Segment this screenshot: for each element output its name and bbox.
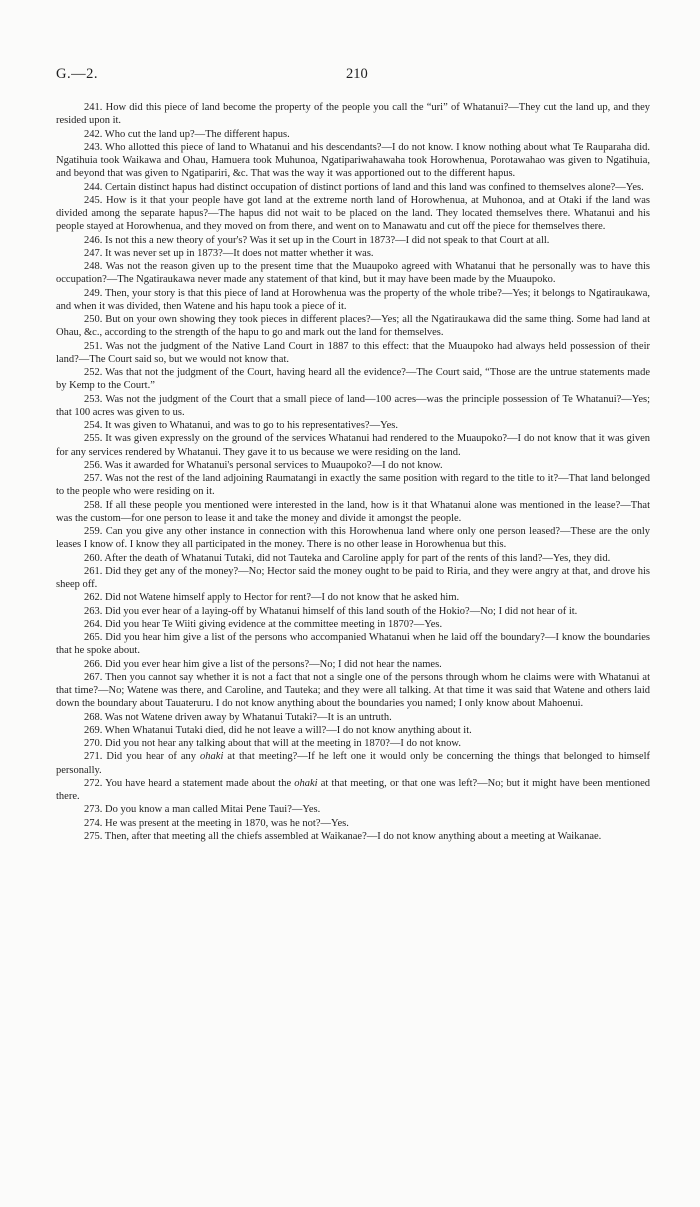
testimony-paragraph: 265. Did you hear him give a list of the persons who accompanied Whatanui when he laid off the boundary?—I know the boundaries that he spoke about.	[56, 632, 650, 657]
testimony-paragraph: 253. Was not the judgment of the Court that a small piece of land—100 acres—was the principle possession of Te Whatanui?—Yes; that 100 acres was given to us.	[56, 393, 650, 418]
testimony-paragraph: 271. Did you hear of any ohaki at that meeting?—If he left one it would only be concerning the things that belonged to himself personally.	[56, 751, 650, 776]
testimony-paragraph: 258. If all these people you mentioned were interested in the land, how is it that Whatanui alone was mentioned in the lease?—That was the custom—for one person to lease it and take the money and divide it amongst the people.	[56, 499, 650, 524]
testimony-body	[56, 101, 650, 843]
testimony-paragraph: 245. How is it that your people have got land at the extreme north land of Horowhenua, at Muhonoa, and at Otaki if the land was divided among the separate hapus?—The hapus did not wait to be placed on the land. They located themselves there. Whatanui and his people stayed at Horowhenua, and they moved on from there, and went on to Manawatu and cut off the piece for themselves there.	[56, 194, 650, 233]
testimony-paragraph: 243. Who allotted this piece of land to Whatanui and his descendants?—I do not know. I know nothing about what Te Rauparaha did. Ngatihuia took Waikawa and Ohau, Hamuera took Muhunoa, Ngatipariwahawaha took Horowhenua, Porotawahao was given to Ngatihuia, and beyond that was given to Ngatipariri, &c. That was the way it was apportioned out to the different hapus.	[56, 141, 650, 180]
testimony-paragraph: 262. Did not Watene himself apply to Hector for rent?—I do not know that he asked him.	[84, 592, 460, 604]
testimony-paragraph: 266. Did you ever hear him give a list of the persons?—No; I did not hear the names.	[84, 658, 442, 670]
document-reference: G.—2.	[56, 66, 98, 82]
testimony-paragraph: 260. After the death of Whatanui Tutaki, did not Tauteka and Caroline apply for part of the rents of this land?—Yes, they did.	[84, 552, 611, 564]
testimony-paragraph: 244. Certain distinct hapus had distinct occupation of distinct portions of land and this land was confined to themselves alone?—Yes.	[84, 181, 644, 193]
testimony-paragraph: 252. Was that not the judgment of the Court, having heard all the evidence?—The Court said, “Those are the untrue statements made by Kemp to the Court.”	[56, 367, 650, 392]
testimony-paragraph: 274. He was present at the meeting in 1870, was he not?—Yes.	[84, 817, 349, 829]
testimony-paragraph: 254. It was given to Whatanui, and was to go to his representatives?—Yes.	[84, 420, 398, 431]
testimony-paragraph: 264. Did you hear Te Wiiti giving evidence at the committee meeting in 1870?—Yes.	[84, 618, 443, 630]
testimony-paragraph: 250. But on your own showing they took pieces in different places?—Yes; all the Ngatiraukawa did the same thing. Some had land at Ohau, &c., according to the strength of the hapu to go and mark out the land for themselves.	[56, 314, 650, 339]
testimony-paragraph: 241. How did this piece of land become the property of the people you call the “uri” of Whatanui?—They cut the land up, and they resided upon it.	[56, 102, 650, 127]
testimony-paragraph: 273. Do you know a man called Mitai Pene Taui?—Yes.	[84, 804, 321, 816]
testimony-paragraph: 268. Was not Watene driven away by Whatanui Tutaki?—It is an untruth.	[84, 711, 392, 723]
testimony-paragraph: 249. Then, your story is that this piece of land at Horowhenua was the property of the whole tribe?—Yes; it belongs to Ngatiraukawa, and when it was divided, then Watene and his hapu took a piece of it.	[56, 287, 650, 312]
testimony-paragraph: 267. Then you cannot say whether it is not a fact that not a single one of the persons through whom he claims were with Whatanui at that time?—No; Watene was there, and Caroline, and Tauteka; and they were all talking. At that time it was said that Watene and others laid down the boundary about Tauateruru. I do not know anything about the boundaries you named; I only know about Mahoenui.	[56, 671, 650, 710]
testimony-paragraph: 270. Did you not hear any talking about that will at the meeting in 1870?—I do not know.	[84, 738, 461, 749]
page-header	[56, 66, 650, 86]
testimony-paragraph: 246. Is not this a new theory of your's? Was it set up in the Court in 1873?—I did not speak to that Court at all.	[84, 234, 550, 246]
testimony-paragraph: 272. You have heard a statement made about the ohaki at that meeting, or that one was left?—No; but it might have been mentioned there.	[56, 777, 650, 802]
testimony-paragraph: 242. Who cut the land up?—The different hapus.	[84, 128, 290, 140]
testimony-paragraph: 263. Did you ever hear of a laying-off by Whatanui himself of this land south of the Hokio?—No; I did not hear of it.	[84, 605, 578, 617]
testimony-paragraph: 275. Then, after that meeting all the chiefs assembled at Waikanae?—I do not know anything about a meeting at Waikanae.	[84, 830, 602, 842]
page-number: 210	[346, 66, 368, 82]
testimony-paragraph: 256. Was it awarded for Whatanui's personal services to Muaupoko?—I do not know.	[84, 459, 443, 471]
testimony-paragraph: 257. Was not the rest of the land adjoining Raumatangi in exactly the same position with regard to the title to it?—That land belonged to the people who were residing on it.	[56, 473, 650, 498]
testimony-paragraph: 248. Was not the reason given up to the present time that the Muaupoko agreed with Whatanui that he personally was to have this occupation?—The Ngatiraukawa never made any statement of that kind, but it may have been made by the Muaupoko.	[56, 261, 650, 286]
testimony-paragraph: 247. It was never set up in 1873?—It does not matter whether it was.	[84, 247, 374, 259]
testimony-paragraph: 259. Can you give any other instance in connection with this Horowhenua land where only one person leased?—These are the only leases I know of. I know they all participated in the money. There is no other lease in Horowhenua but this.	[56, 526, 650, 551]
testimony-paragraph: 255. It was given expressly on the ground of the services Whatanui had rendered to the Muaupoko?—I do not know that it was given for any services rendered by Whatanui. They gave it to us because we were residing on the land.	[56, 433, 650, 458]
testimony-paragraph: 261. Did they get any of the money?—No; Hector said the money ought to be paid to Riria, and they were angry at that, and drove his sheep off.	[56, 565, 650, 590]
testimony-paragraph: 269. When Whatanui Tutaki died, did he not leave a will?—I do not know anything about it.	[84, 724, 472, 736]
testimony-paragraph: 251. Was not the judgment of the Native Land Court in 1887 to this effect: that the Muaupoko had always held possession of their land?—The Court said so, but we would not know that.	[56, 340, 650, 365]
